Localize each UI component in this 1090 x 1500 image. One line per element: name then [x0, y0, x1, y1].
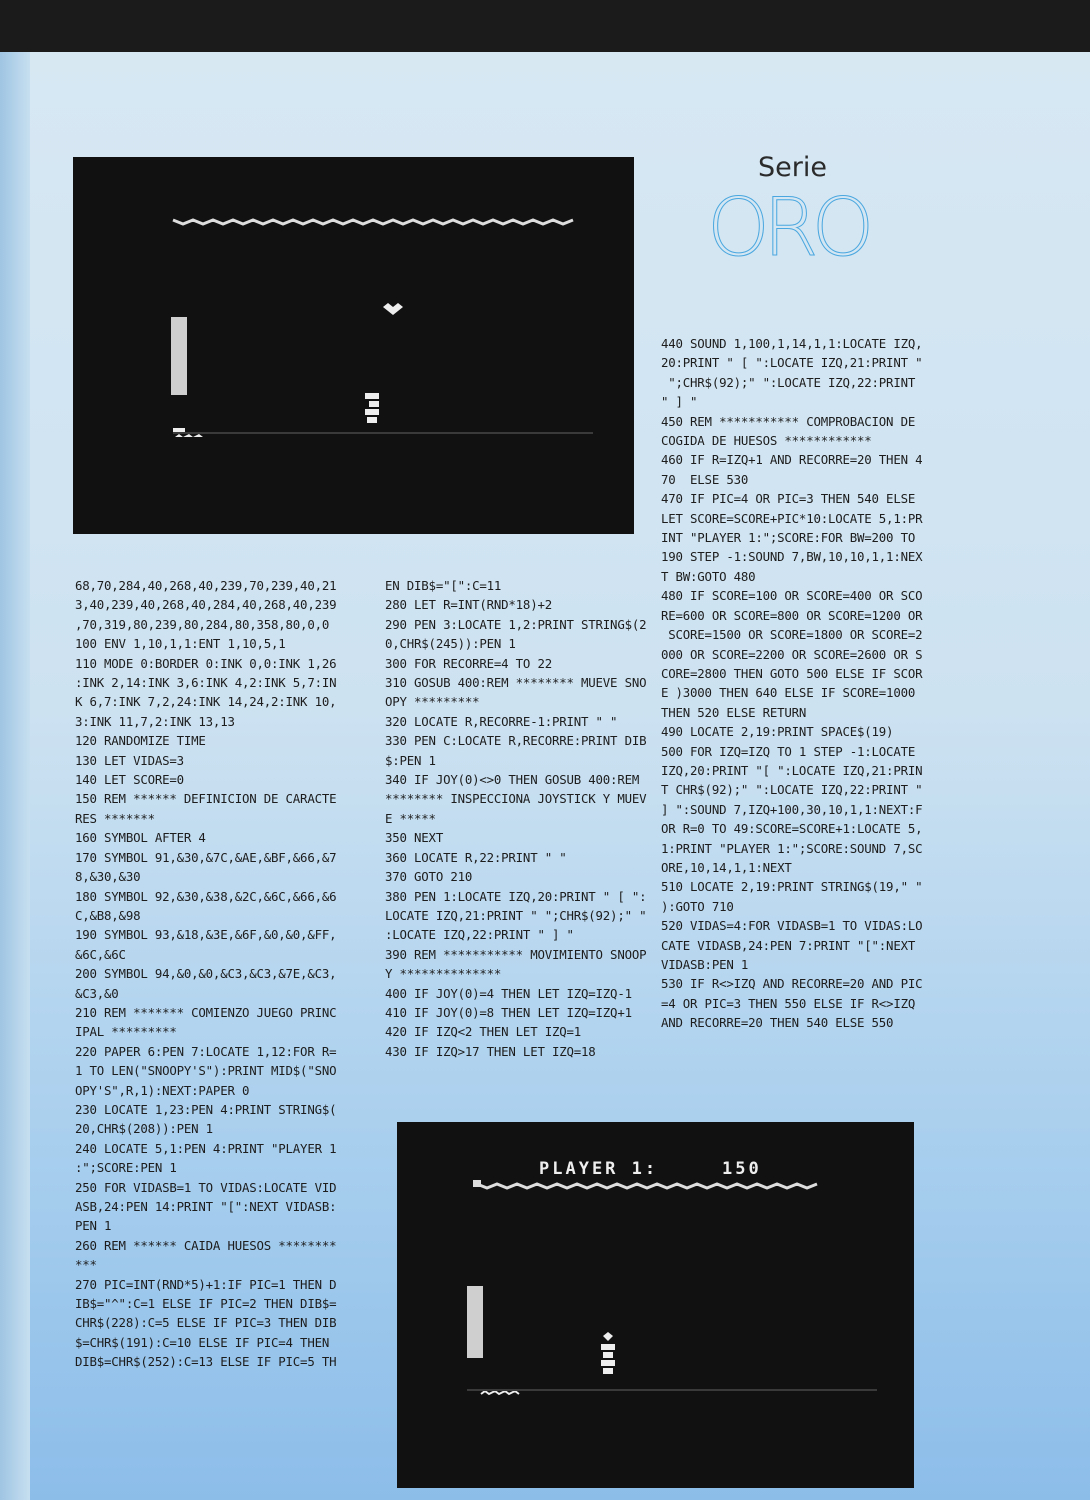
code-line: T CHR$(92);" ":LOCATE IZQ,22:PRINT " — [661, 782, 923, 798]
code-line: &C3,&0 — [75, 985, 119, 1001]
bone-sprite — [383, 303, 403, 315]
code-line: IB$="^":C=1 ELSE IF PIC=2 THEN DIB$= — [75, 1296, 337, 1312]
listing-column-1 — [75, 576, 336, 1372]
code-line: 520 VIDAS=4:FOR VIDASB=1 TO VIDAS:LO — [661, 918, 923, 934]
code-line: CORE=2800 THEN GOTO 500 ELSE IF SCOR — [661, 665, 923, 681]
code-line: :LOCATE IZQ,22:PRINT " ] " — [385, 927, 574, 943]
code-line: 250 FOR VIDASB=1 TO VIDAS:LOCATE VID — [75, 1179, 337, 1195]
listing-column-3 — [661, 334, 922, 1033]
code-line: 280 LET R=INT(RND*18)+2 — [385, 597, 552, 613]
code-line: 120 RANDOMIZE TIME — [75, 733, 206, 749]
code-line: 100 ENV 1,10,1,1:ENT 1,10,5,1 — [75, 636, 286, 652]
code-line: LET SCORE=SCORE+PIC*10:LOCATE 5,1:PR — [661, 510, 923, 526]
code-line: K 6,7:INK 7,2,24:INK 14,24,2:INK 10, — [75, 694, 337, 710]
code-line: 150 REM ****** DEFINICION DE CARACTE — [75, 791, 337, 807]
snoopy-sprite — [365, 393, 379, 423]
code-line: =4 OR PIC=3 THEN 550 ELSE IF R<>IZQ — [661, 995, 916, 1011]
code-line: 390 REM *********** MOVIMIENTO SNOOP — [385, 946, 647, 962]
code-line: CATE VIDASB,24:PEN 7:PRINT "[":NEXT — [661, 937, 916, 953]
code-line: 420 IF IZQ<2 THEN LET IZQ=1 — [385, 1024, 582, 1040]
top-dark-band — [0, 0, 1090, 52]
code-line: " ] " — [661, 394, 698, 410]
code-line: 450 REM *********** COMPROBACION DE — [661, 413, 916, 429]
code-line: 270 PIC=INT(RND*5)+1:IF PIC=1 THEN D — [75, 1276, 337, 1292]
oro-logo: ORO — [707, 181, 868, 274]
code-line: ] ":SOUND 7,IZQ+100,30,10,1,1:NEXT:F — [661, 801, 923, 817]
game-screenshot-top — [73, 157, 634, 534]
code-line: ,70,319,80,239,80,284,80,358,80,0,0 — [75, 616, 330, 632]
code-line: 370 GOTO 210 — [385, 869, 473, 885]
code-line: VIDASB:PEN 1 — [661, 957, 749, 972]
code-line: CHR$(228):C=5 ELSE IF PIC=3 THEN DIB — [75, 1315, 337, 1331]
code-line: 460 IF R=IZQ+1 AND RECORRE=20 THEN 4 — [661, 452, 923, 468]
code-line: 170 SYMBOL 91,&30,&7C,&AE,&BF,&66,&7 — [75, 849, 337, 865]
code-line: IZQ,20:PRINT "[ ":LOCATE IZQ,21:PRIN — [661, 762, 923, 778]
code-line: 510 LOCATE 2,19:PRINT STRING$(19," " — [661, 879, 923, 895]
code-line: $=CHR$(191):C=10 ELSE IF PIC=4 THEN — [75, 1334, 330, 1350]
game-screenshot-bottom — [397, 1122, 914, 1488]
code-line: 1:PRINT "PLAYER 1:";SCORE:SOUND 7,SC — [661, 840, 923, 856]
code-line: 0,CHR$(245)):PEN 1 — [385, 636, 516, 652]
player-score: 150 — [722, 1159, 762, 1179]
code-line: 210 REM ******* COMIENZO JUEGO PRINC — [75, 1004, 337, 1020]
code-line: ASB,24:PEN 14:PRINT "[":NEXT VIDASB: — [75, 1199, 337, 1214]
code-line: 400 IF JOY(0)=4 THEN LET IZQ=IZQ-1 — [385, 985, 632, 1001]
code-line: 340 IF JOY(0)<>0 THEN GOSUB 400:REM — [385, 772, 640, 788]
code-line: 330 PEN C:LOCATE R,RECORRE:PRINT DIB — [385, 733, 647, 749]
code-line: 410 IF JOY(0)=8 THEN LET IZQ=IZQ+1 — [385, 1004, 632, 1020]
listing-column-2 — [385, 576, 646, 1061]
code-line: E ***** — [385, 810, 436, 826]
code-line: C,&B8,&98 — [75, 907, 141, 923]
code-line: $:PEN 1 — [385, 752, 436, 768]
code-line: AND RECORRE=20 THEN 540 ELSE 550 — [661, 1015, 894, 1031]
page-spine — [0, 52, 30, 1500]
code-line: 200 SYMBOL 94,&0,&0,&C3,&C3,&7E,&C3, — [75, 966, 337, 982]
code-line: 190 STEP -1:SOUND 7,BW,10,10,1,1:NEX — [661, 549, 923, 565]
code-line: RE=600 OR SCORE=800 OR SCORE=1200 OR — [661, 607, 923, 623]
zigzag-ceiling — [173, 220, 573, 224]
code-line: INT "PLAYER 1:";SCORE:FOR BW=200 TO — [661, 530, 916, 546]
code-line: 470 IF PIC=4 OR PIC=3 THEN 540 ELSE — [661, 491, 916, 507]
code-line: 8,&30,&30 — [75, 869, 141, 885]
code-line: 110 MODE 0:BORDER 0:INK 0,0:INK 1,26 — [75, 655, 337, 671]
snoopy-sprite — [601, 1332, 615, 1374]
code-line: 130 LET VIDAS=3 — [75, 752, 184, 768]
serie-label: Serie — [758, 152, 827, 183]
code-line: OPY ********* — [385, 694, 480, 710]
code-line: 000 OR SCORE=2200 OR SCORE=2600 OR S — [661, 646, 923, 662]
code-line: 20:PRINT " [ ":LOCATE IZQ,21:PRINT " — [661, 355, 923, 371]
code-line: COGIDA DE HUESOS ************ — [661, 433, 872, 449]
code-line: 320 LOCATE R,RECORRE-1:PRINT " " — [385, 713, 618, 729]
code-line: E )3000 THEN 640 ELSE IF SCORE=1000 — [661, 685, 916, 701]
code-line: ******** INSPECCIONA JOYSTICK Y MUEV — [385, 791, 647, 807]
corner-marker — [473, 1180, 481, 1187]
code-line: 360 LOCATE R,22:PRINT " " — [385, 849, 567, 865]
code-line: DIB$=CHR$(252):C=13 ELSE IF PIC=5 TH — [75, 1354, 337, 1370]
code-line: RES ******* — [75, 810, 155, 826]
code-line: 190 SYMBOL 93,&18,&3E,&6F,&0,&0,&FF, — [75, 927, 337, 943]
code-line: ORE,10,14,1,1:NEXT — [661, 859, 792, 875]
code-line: 230 LOCATE 1,23:PEN 4:PRINT STRING$( — [75, 1101, 337, 1117]
code-line: 140 LET SCORE=0 — [75, 772, 184, 788]
player-label: PLAYER 1: — [539, 1159, 659, 1179]
code-line: 490 LOCATE 2,19:PRINT SPACE$(19) — [661, 724, 894, 740]
code-line: 440 SOUND 1,100,1,14,1,1:LOCATE IZQ, — [661, 336, 923, 351]
code-line: Y ************** — [385, 966, 502, 982]
lives-sprites — [481, 1391, 519, 1394]
code-line: OR R=0 TO 49:SCORE=SCORE+1:LOCATE 5, — [661, 821, 923, 837]
code-line: :INK 2,14:INK 3,6:INK 4,2:INK 5,7:IN — [75, 675, 337, 691]
code-line: 3:INK 11,7,2:INK 13,13 — [75, 713, 235, 729]
code-line: 3,40,239,40,268,40,284,40,268,40,239 — [75, 597, 337, 613]
code-line: 310 GOSUB 400:REM ******** MUEVE SNO — [385, 675, 647, 691]
zigzag-ceiling — [477, 1184, 817, 1188]
code-line: 20,CHR$(208)):PEN 1 — [75, 1121, 213, 1137]
code-line: ):GOTO 710 — [661, 898, 734, 914]
code-line: PEN 1 — [75, 1218, 112, 1234]
code-line: T BW:GOTO 480 — [661, 568, 756, 584]
code-line: 70 ELSE 530 — [661, 471, 749, 487]
code-line: EN DIB$="[":C=11 — [385, 578, 502, 593]
code-line: :";SCORE:PEN 1 — [75, 1160, 177, 1176]
snoopy-vertical-label — [171, 317, 187, 395]
snoopy-vertical-label — [467, 1286, 483, 1358]
code-line: LOCATE IZQ,21:PRINT " ";CHR$(92);" " — [385, 907, 647, 923]
code-line: 160 SYMBOL AFTER 4 — [75, 830, 206, 846]
code-line: ";CHR$(92);" ":LOCATE IZQ,22:PRINT — [661, 374, 916, 390]
code-line: 380 PEN 1:LOCATE IZQ,20:PRINT " [ ": — [385, 888, 647, 904]
code-line: OPY'S",R,1):NEXT:PAPER 0 — [75, 1082, 250, 1098]
code-line: 220 PAPER 6:PEN 7:LOCATE 1,12:FOR R= — [75, 1043, 337, 1059]
code-line: 300 FOR RECORRE=4 TO 22 — [385, 655, 552, 671]
code-line: SCORE=1500 OR SCORE=1800 OR SCORE=2 — [661, 627, 923, 643]
code-line: 530 IF R<>IZQ AND RECORRE=20 AND PIC — [661, 976, 923, 992]
code-line: *** — [75, 1257, 97, 1273]
code-line: 500 FOR IZQ=IZQ TO 1 STEP -1:LOCATE — [661, 743, 916, 759]
code-line: &6C,&6C — [75, 946, 126, 962]
code-line: 68,70,284,40,268,40,239,70,239,40,21 — [75, 578, 337, 593]
code-line: THEN 520 ELSE RETURN — [661, 704, 807, 720]
code-line: 180 SYMBOL 92,&30,&38,&2C,&6C,&66,&6 — [75, 888, 337, 904]
game-screen-top-art — [73, 157, 634, 534]
code-line: 260 REM ****** CAIDA HUESOS ******** — [75, 1237, 337, 1253]
code-line: IPAL ********* — [75, 1024, 177, 1040]
game-screen-bottom-art — [397, 1122, 914, 1488]
code-line: 480 IF SCORE=100 OR SCORE=400 OR SCO — [661, 588, 923, 604]
code-line: 1 TO LEN("SNOOPY'S"):PRINT MID$("SNO — [75, 1063, 337, 1079]
code-line: 240 LOCATE 5,1:PEN 4:PRINT "PLAYER 1 — [75, 1140, 337, 1156]
code-line: 350 NEXT — [385, 830, 444, 846]
code-line: 290 PEN 3:LOCATE 1,2:PRINT STRING$(2 — [385, 616, 647, 632]
code-line: 430 IF IZQ>17 THEN LET IZQ=18 — [385, 1043, 596, 1059]
